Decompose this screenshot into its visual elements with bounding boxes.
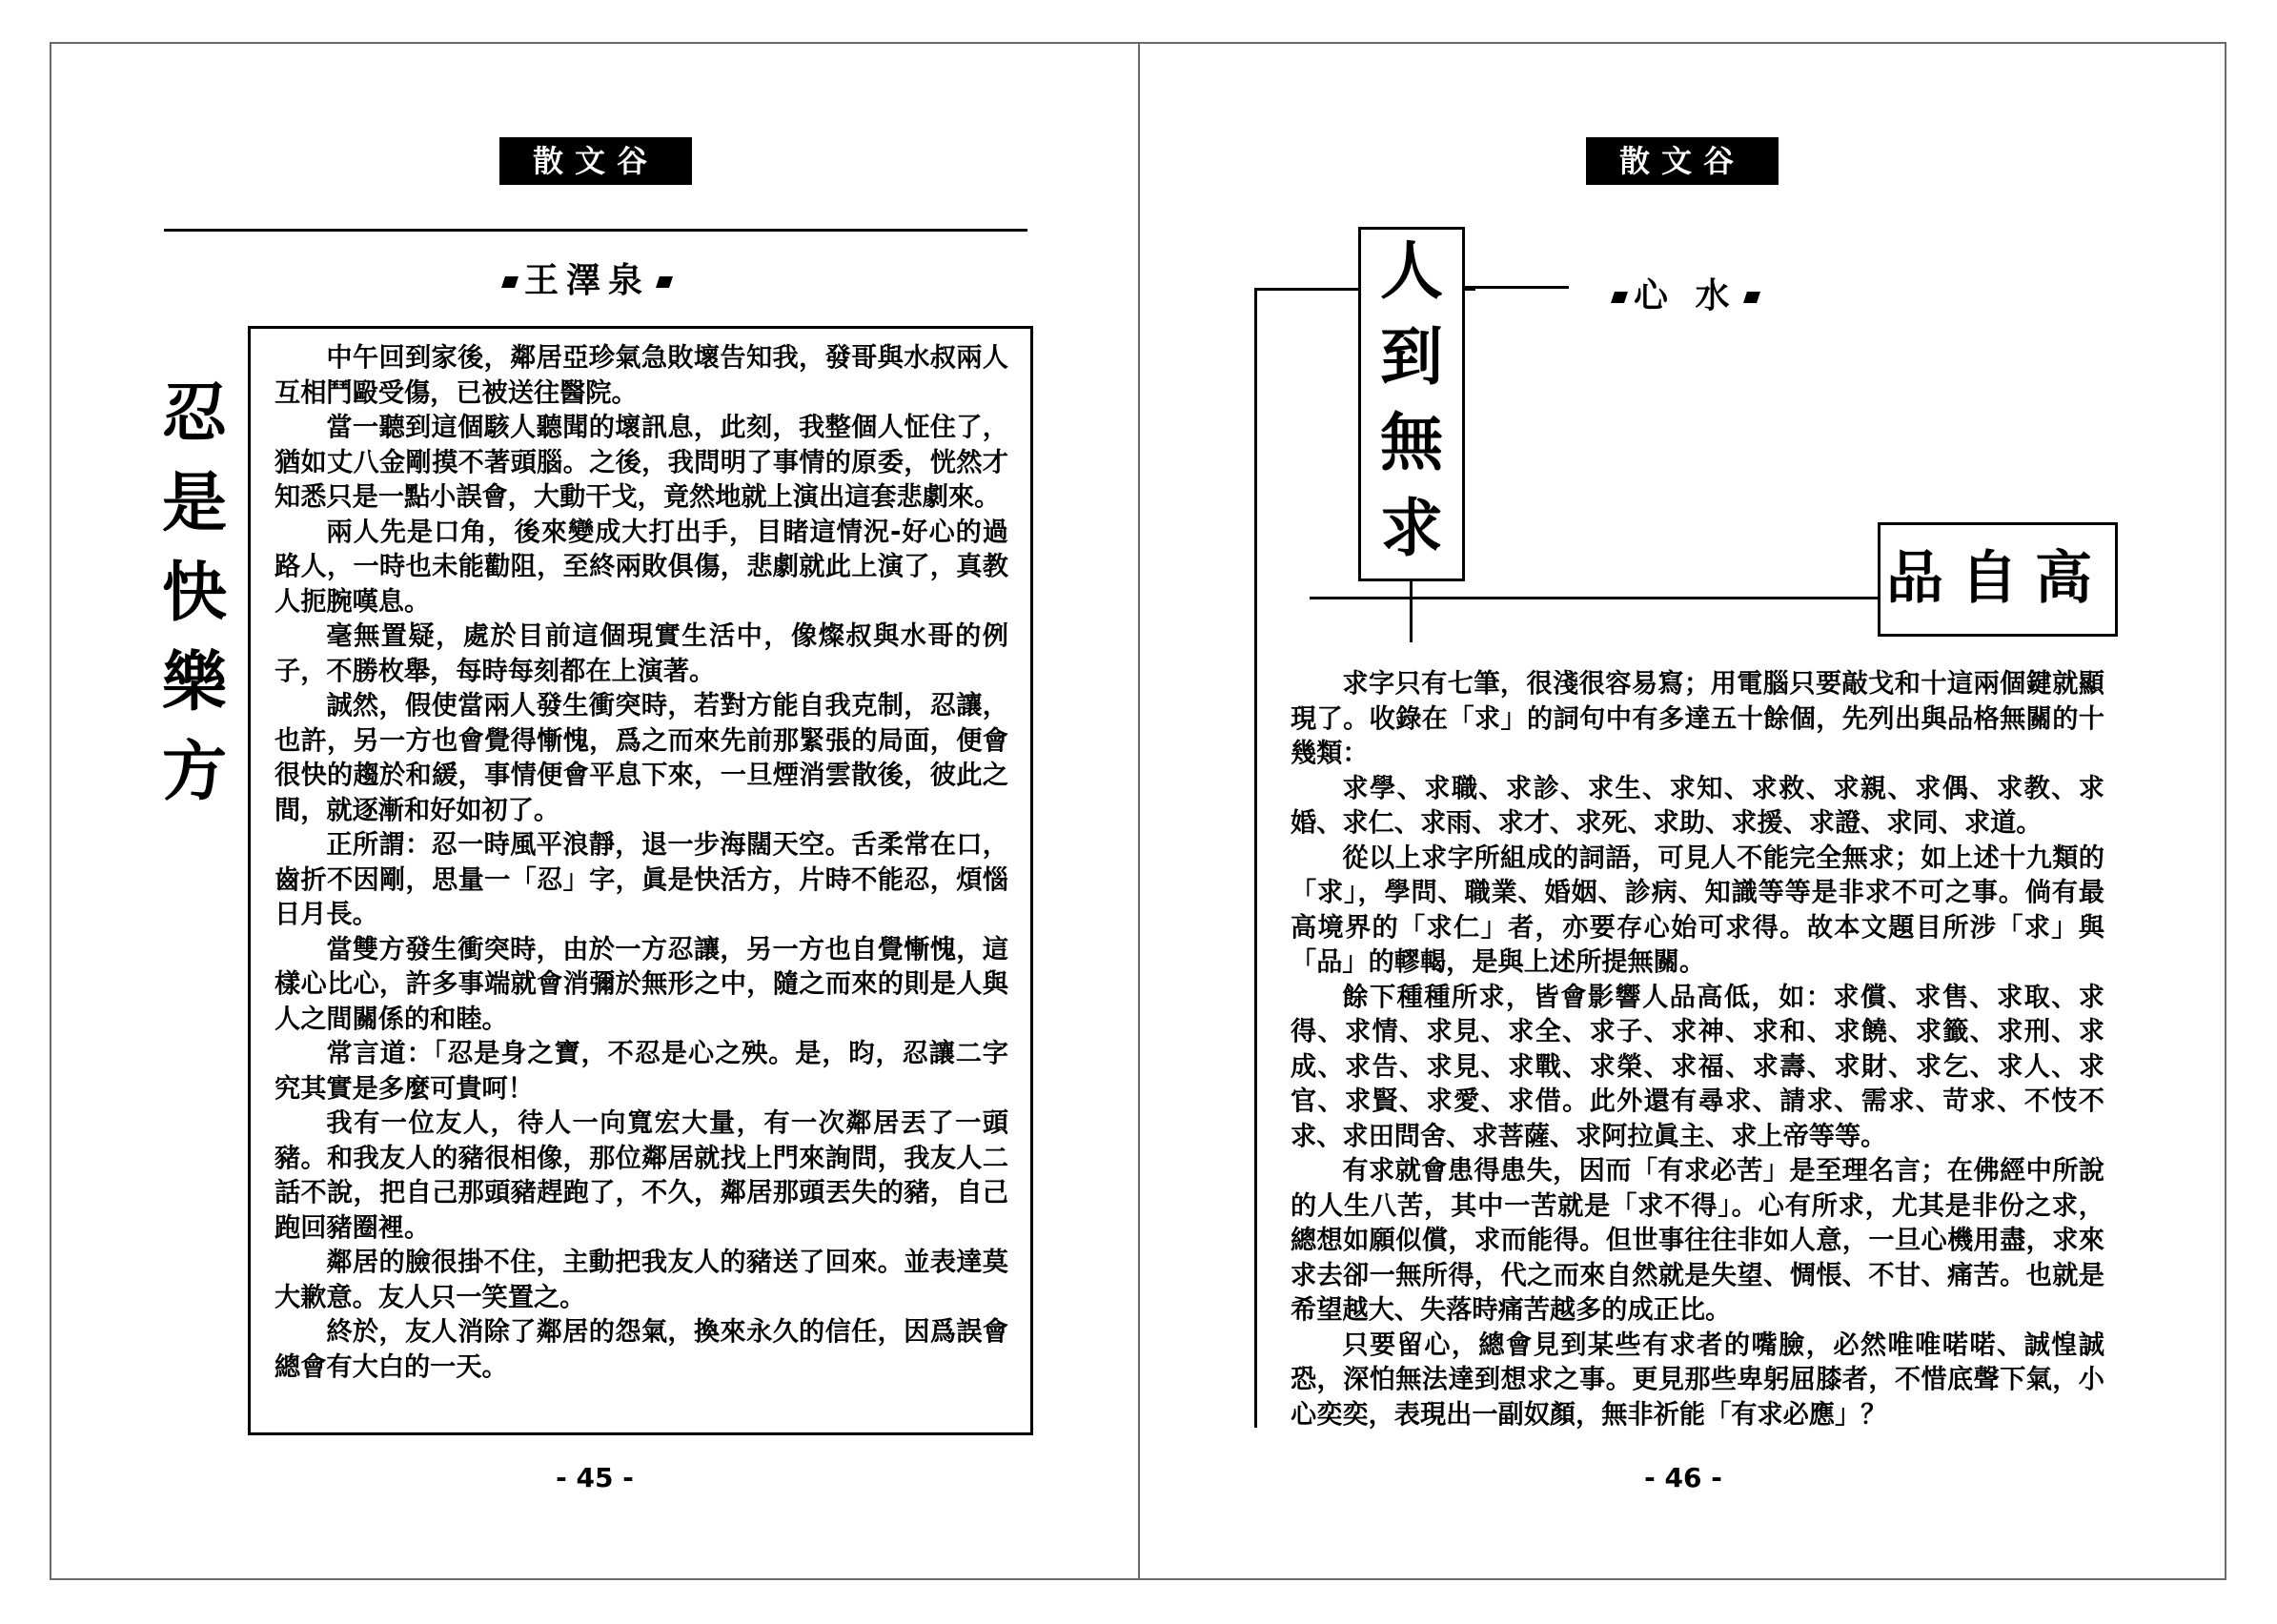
author-byline — [1605, 269, 1766, 317]
ornament-square-icon — [656, 276, 673, 288]
right-page — [1140, 0, 2277, 1624]
page-number: - 46 - — [1644, 1462, 1722, 1493]
header-rule — [164, 229, 1027, 232]
paragraph: 中午回到家後，鄰居亞珍氣急敗壞告知我，發哥與水叔兩人互相鬥毆受傷，已被送往醫院。 — [274, 343, 1008, 408]
horizontal-title-box: 品自高 — [1878, 522, 2118, 637]
paragraph: 正所謂：忍一時風平浪靜，退一步海闊天空。舌柔常在口，齒折不因剛，思量一「忍」字，眞是快活方，片時不能忍，煩惱日月長。 — [274, 830, 1008, 929]
paragraph: 從以上求字所組成的詞語，可見人不能完全無求；如上述十九類的「求」，學問、職業、婚姻、診病、知識等等是非求不可之事。倘有最高境界的「求仁」者，亦要存心始可求得。故本文題目所涉「求」與「品」的轇輵，是與上述所提無關。 — [1291, 842, 2104, 977]
paragraph: 餘下種種所求，皆會影響人品高低，如：求償、求售、求取、求得、求情、求見、求全、求子、求神、求和、求饒、求籤、求刑、求成、求告、求見、求戰、求榮、求福、求壽、求財、求乞、求人、求官、求賢、求愛、求借。此外還有尋求、請求、需求、苛求、不忮不求、求田問舍、求菩薩、求阿拉眞主、求上帝等等。 — [1291, 982, 2104, 1151]
page-number: - 45 - — [556, 1462, 634, 1493]
paragraph: 兩人先是口角，後來變成大打出手，目睹這情況-好心的過路人，一時也未能勸阻，至終兩敗俱傷，悲劇就此上演了，真教人扼腕嘆息。 — [274, 517, 1008, 617]
title-rule-author — [1454, 286, 1569, 289]
title-stem-rule — [1410, 579, 1413, 642]
vertical-title: 人到無求 — [1380, 234, 1443, 565]
article-body-text — [274, 341, 1008, 1385]
author-name: 心 水 — [1634, 276, 1738, 315]
paragraph: 誠然，假使當兩人發生衝突時，若對方能自我克制，忍讓，也許，另一方也會覺得慚愧，爲之而來先前那緊張的局面，便會很快的趨於和緩，事情便會平息下來，一旦煙消雲散後，彼此之間，就逐漸和好如初了。 — [274, 691, 1008, 825]
paragraph: 當一聽到這個駭人聽聞的壞訊息，此刻，我整個人怔住了，猶如丈八金剛摸不著頭腦。之後，我問明了事情的原委，恍然才知悉只是一點小誤會，大動干戈，竟然地就上演出這套悲劇來。 — [274, 413, 1008, 512]
ornament-square-icon — [501, 276, 518, 288]
article-body-text — [1291, 667, 2104, 1432]
paragraph: 常言道：「忍是身之寶，不忍是心之殃。是，昀，忍讓二字究其實是多麼可貴呵！ — [274, 1039, 1008, 1104]
paragraph: 當雙方發生衝突時，由於一方忍讓，另一方也自覺慚愧，這樣心比心，許多事端就會消彌於無形之中，隨之而來的則是人與人之間關係的和睦。 — [274, 934, 1008, 1034]
paragraph: 我有一位友人，待人一向寬宏大量，有一次鄰居丟了一頭豬。和我友人的豬很相像，那位鄰居就找上門來詢問，我友人二話不說，把自己那頭豬趕跑了，不久，鄰居那頭丟失的豬，自己跑回豬圈裡。 — [274, 1108, 1008, 1243]
ornament-square-icon — [1743, 292, 1760, 303]
paragraph: 終於，友人消除了鄰居的怨氣，換來永久的信任，因爲誤會總會有大白的一天。 — [274, 1317, 1008, 1382]
author-name: 王澤泉 — [524, 261, 651, 300]
paragraph: 鄰居的臉很掛不住，主動把我友人的豬送了回來。並表達莫大歉意。友人只一笑置之。 — [274, 1248, 1008, 1312]
section-header-label: 散文谷 — [499, 137, 692, 185]
paragraph: 毫無置疑，處於目前這個現實生活中，像燦叔與水哥的例子，不勝枚舉，每時每刻都在上演著。 — [274, 621, 1008, 686]
paragraph: 求學、求職、求診、求生、求知、求救、求親、求偶、求教、求婚、求仁、求雨、求才、求死、求助、求援、求證、求同、求道。 — [1291, 773, 2104, 838]
vertical-title: 忍是快樂方 — [161, 376, 227, 810]
paragraph: 只要留心，總會見到某些有求者的嘴臉，必然唯唯喏喏、誠惶誠恐，深怕無法達到想求之事。更見那些卑躬屈膝者，不惜底聲下氣，小心奕奕，表現出一副奴顏，無非祈能「有求必應」？ — [1291, 1330, 2104, 1430]
ornament-square-icon — [1611, 292, 1628, 303]
author-byline — [496, 254, 679, 302]
left-page — [0, 0, 1138, 1624]
paragraph: 有求就會患得患失，因而「有求必苦」是至理名言；在佛經中所說的人生八苦，其中一苦就是「求不得」。心有所求，尤其是非份之求，總想如願似償，求而能得。但世事往往非如人意，一旦心機用盡，求來求去卻一無所得，代之而來自然就是失望、惆悵、不甘、痛苦。也就是希望越大、失落時痛苦越多的成正比。 — [1291, 1156, 2104, 1325]
left-margin-rule — [1254, 288, 1257, 1428]
paragraph: 求字只有七筆，很淺很容易寫；用電腦只要敲戈和十這兩個鍵就顯現了。收錄在「求」的詞句中有多達五十餘個，先列出與品格無關的十幾類： — [1291, 669, 2104, 768]
section-header-label: 散文谷 — [1586, 137, 1779, 185]
